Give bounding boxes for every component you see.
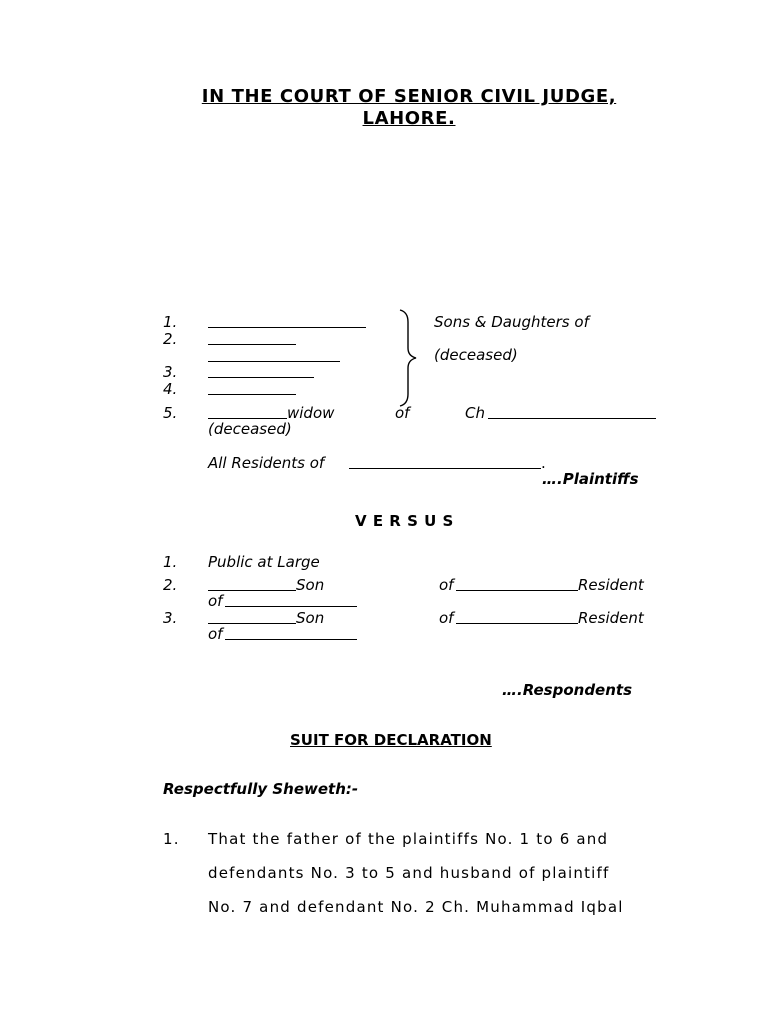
paragraph-1-line-3: No. 7 and defendant No. 2 Ch. Muhammad Iqbal xyxy=(208,898,624,916)
plaintiff-4-blank xyxy=(208,394,296,395)
plaintiffs-residents-blank xyxy=(349,468,541,469)
plaintiff-2b-blank xyxy=(208,361,340,362)
plaintiff-5-ch: Ch xyxy=(465,404,485,422)
plaintiff-2-blank xyxy=(208,344,296,345)
respondent-3-father-blank xyxy=(456,623,578,624)
respondent-2-of: of xyxy=(439,576,454,594)
plaintiff-5-of: of xyxy=(395,404,410,422)
respondent-2-address-blank xyxy=(225,606,357,607)
respondent-2-father-blank xyxy=(456,590,578,591)
respectfully-sheweth: Respectfully Sheweth:- xyxy=(163,780,359,798)
respondent-2-resident: Resident xyxy=(578,576,644,594)
suit-title: SUIT FOR DECLARATION xyxy=(290,731,492,749)
plaintiffs-residents-label: All Residents of xyxy=(208,454,325,472)
respondent-3-name-blank xyxy=(208,623,296,624)
respondent-3-son: Son xyxy=(296,609,325,627)
respondent-number-2: 2. xyxy=(163,576,178,594)
court-title-line1: IN THE COURT OF SENIOR CIVIL JUDGE, xyxy=(201,86,617,107)
paragraph-1-line-2: defendants No. 3 to 5 and husband of plaintiff xyxy=(208,864,610,882)
plaintiff-number-4: 4. xyxy=(163,380,178,398)
plaintiff-number-1: 1. xyxy=(163,313,178,331)
paragraph-1-number: 1. xyxy=(163,830,180,848)
respondent-3-of-short: of xyxy=(208,625,223,643)
plaintiff-3-blank xyxy=(208,377,314,378)
plaintiff-5-blank xyxy=(208,418,287,419)
court-title-line2: LAHORE. xyxy=(362,108,456,129)
plaintiffs-residents-dot: . xyxy=(541,454,546,472)
respondent-number-1: 1. xyxy=(163,553,178,571)
plaintiff-5-deceased: (deceased) xyxy=(208,420,292,438)
brace-text-sons-daughters: Sons & Daughters of xyxy=(434,313,589,331)
plaintiff-5-widow: widow xyxy=(287,404,335,422)
respondent-3-address-blank xyxy=(225,639,357,640)
brace-text-deceased: (deceased) xyxy=(434,346,518,364)
respondent-3-resident: Resident xyxy=(578,609,644,627)
respondent-number-3: 3. xyxy=(163,609,178,627)
paragraph-1-line-1: That the father of the plaintiffs No. 1 to 6 and xyxy=(208,830,609,848)
plaintiff-number-5: 5. xyxy=(163,404,178,422)
plaintiffs-label: ….Plaintiffs xyxy=(542,470,639,488)
respondent-2-son: Son xyxy=(296,576,325,594)
plaintiff-number-2: 2. xyxy=(163,330,178,348)
plaintiff-1-blank xyxy=(208,327,366,328)
respondent-2-of-short: of xyxy=(208,592,223,610)
versus-heading: V E R S U S xyxy=(355,512,454,530)
respondent-3-of: of xyxy=(439,609,454,627)
respondent-1-public: Public at Large xyxy=(208,553,320,571)
plaintiff-5-ch-blank xyxy=(488,418,656,419)
curly-brace-icon xyxy=(396,308,420,408)
plaintiff-number-3: 3. xyxy=(163,363,178,381)
respondent-2-name-blank xyxy=(208,590,296,591)
respondents-label: ….Respondents xyxy=(502,681,633,699)
